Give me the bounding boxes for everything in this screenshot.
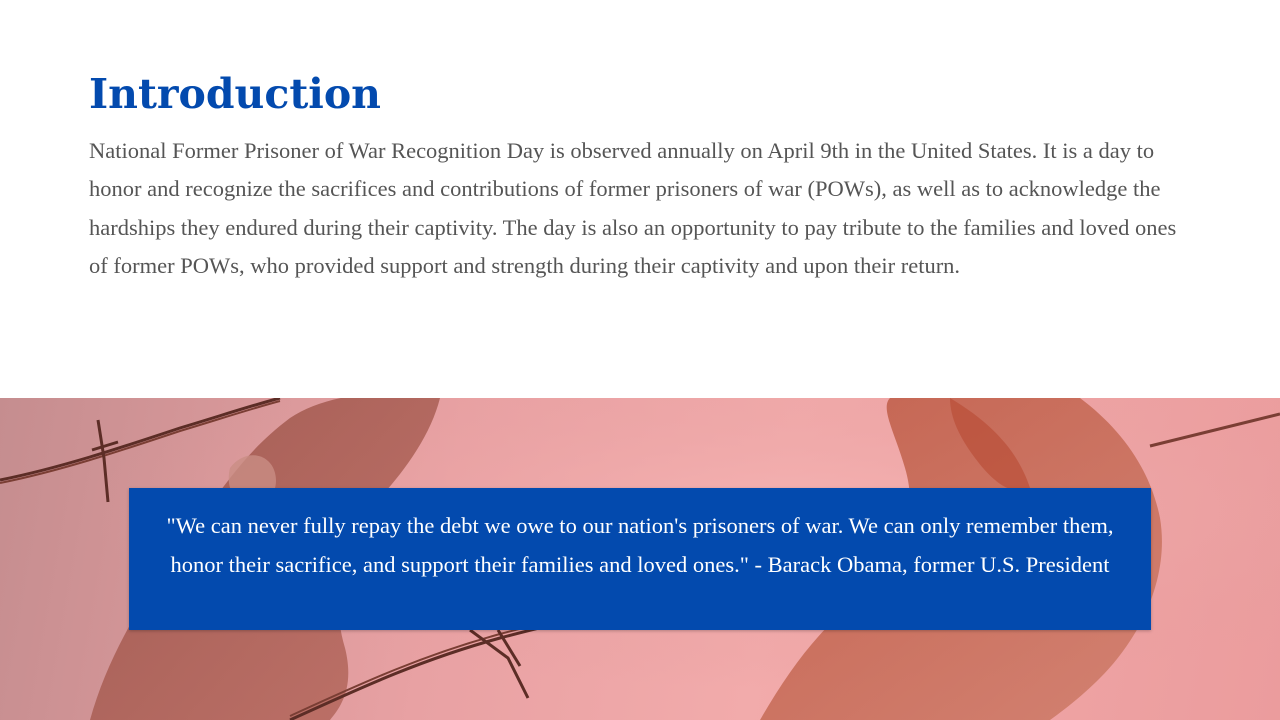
quote-box	[129, 488, 1151, 630]
quote-text: "We can never fully repay the debt we owe to our nation's prisoners of war. We can only remember them, honor their sacrifice, and support their families and loved ones." - Barack Obama, former U.S. President	[166, 513, 1114, 577]
intro-paragraph: National Former Prisoner of War Recognition Day is observed annually on April 9th in the United States. It is a day to honor and recognize the sacrifices and contributions of former prisoners of war (POWs), as well as to acknowledge the hardships they endured during their captivity. The day is also an opportunity to pay tribute to the families and loved ones of former POWs, who provided support and strength during their captivity and upon their return.	[89, 138, 1177, 278]
page-title: Introduction	[89, 70, 381, 118]
